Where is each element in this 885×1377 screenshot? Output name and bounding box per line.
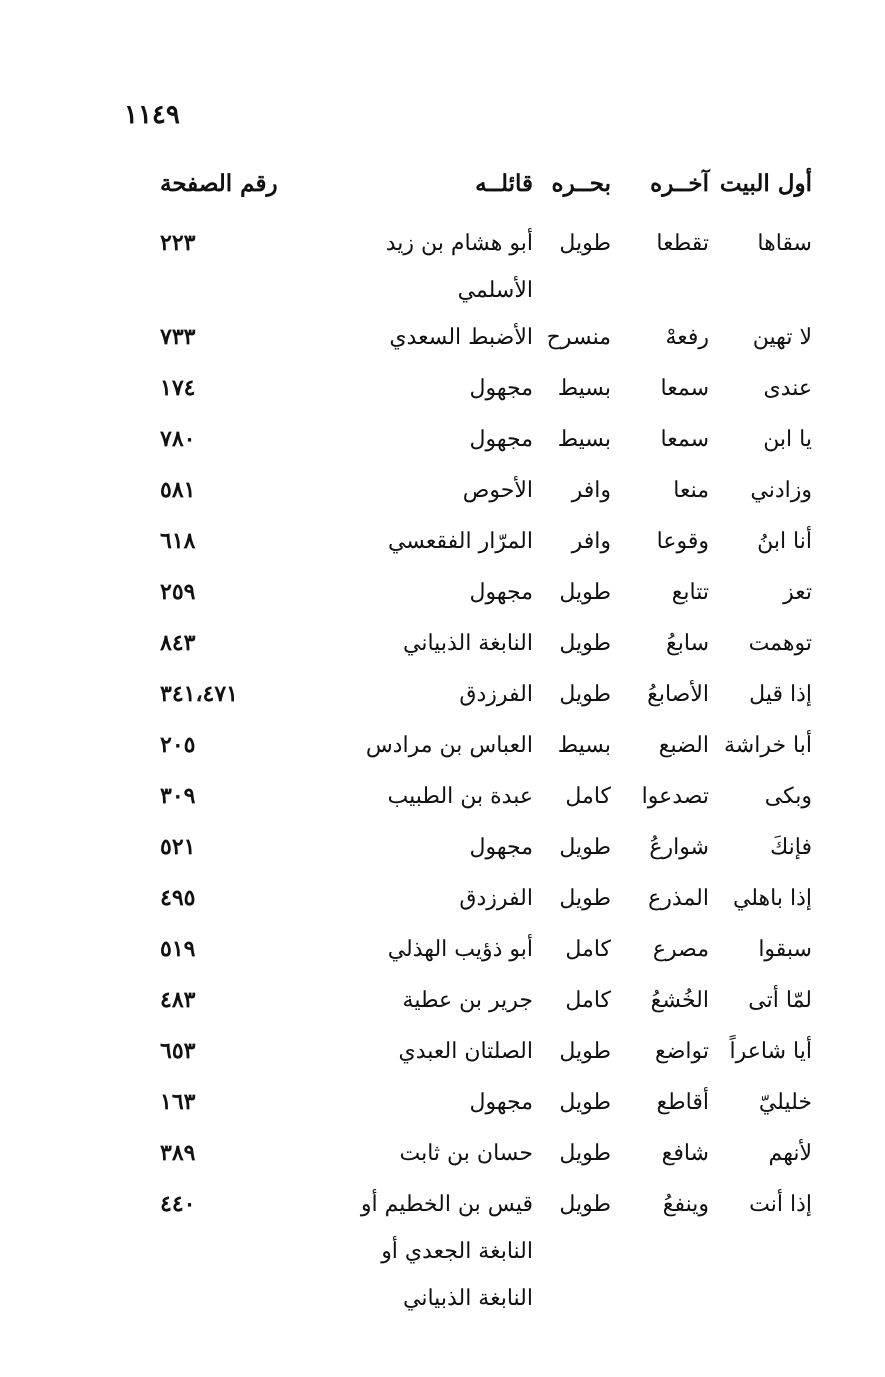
table-row bbox=[160, 620, 812, 671]
page-number-cell: ٥١٩ bbox=[160, 936, 196, 962]
first-verse-cell: أبا خراشة bbox=[723, 733, 812, 758]
verse-ending-cell: سمعا bbox=[660, 427, 709, 452]
meter-cell: طويل bbox=[559, 1090, 611, 1115]
first-verse-cell: سقاها bbox=[757, 231, 812, 256]
verse-ending-cell: المذرع bbox=[648, 886, 709, 911]
meter-cell: منسرح bbox=[546, 325, 611, 350]
header-verse-ending: آخــره bbox=[650, 170, 709, 197]
table-row bbox=[160, 977, 812, 1028]
poet-cell: الفرزدق bbox=[459, 886, 533, 911]
page-number-cell: ٥٢١ bbox=[160, 834, 196, 860]
poet-cell: أبو هشام بن زيد الأسلمي bbox=[385, 231, 533, 303]
poet-cell: جرير بن عطية bbox=[402, 988, 533, 1013]
page-number-cell: ٨٤٣ bbox=[160, 630, 196, 656]
table-row bbox=[160, 416, 812, 467]
table-row bbox=[160, 365, 812, 416]
page-number-cell: ٧٨٠ bbox=[160, 426, 196, 452]
poet-cell: قيس بن الخطيم أو النابغة الجعدي أو النابغة الذبياني bbox=[360, 1192, 533, 1311]
poet-cell: حسان بن ثابت bbox=[399, 1141, 533, 1166]
page-number-cell: ٢٥٩ bbox=[160, 579, 196, 605]
poet-cell: الفرزدق bbox=[459, 682, 533, 707]
page-number-cell: ٢٢٣ bbox=[160, 230, 196, 256]
first-verse-cell: وزادني bbox=[750, 478, 812, 503]
poetry-index-table bbox=[160, 170, 812, 1322]
page-number-cell: ٤٤٠ bbox=[160, 1191, 196, 1217]
poet-cell: العباس بن مرادس bbox=[365, 733, 533, 758]
meter-cell: بسيط bbox=[557, 427, 611, 452]
verse-ending-cell: وقوعا bbox=[656, 529, 709, 554]
meter-cell: وافر bbox=[571, 529, 611, 554]
verse-ending-cell: شافع bbox=[661, 1141, 709, 1166]
table-row bbox=[160, 518, 812, 569]
header-page-number: رقم الصفحة bbox=[160, 170, 278, 197]
poet-cell: عبدة بن الطبيب bbox=[387, 784, 533, 809]
first-verse-cell: سبقوا bbox=[758, 937, 812, 962]
verse-ending-cell: منعا bbox=[673, 478, 709, 503]
first-verse-cell: أيا شاعراً bbox=[729, 1039, 812, 1064]
page-number-cell: ٢٠٥ bbox=[160, 732, 196, 758]
header-first-verse: أول البيت bbox=[719, 170, 812, 197]
meter-cell: طويل bbox=[559, 580, 611, 605]
first-verse-cell: توهمت bbox=[748, 631, 812, 656]
first-verse-cell: تعز bbox=[783, 580, 812, 605]
verse-ending-cell: الخُشعُ bbox=[650, 988, 709, 1013]
verse-ending-cell: تقطعا bbox=[656, 231, 709, 256]
first-verse-cell: إذا باهلي bbox=[732, 886, 812, 911]
page-number-cell: ٤٩٥ bbox=[160, 885, 196, 911]
page-number: ١١٤٩ bbox=[124, 100, 180, 130]
table-header-row bbox=[160, 170, 812, 220]
verse-ending-cell: رفعهْ bbox=[665, 325, 709, 350]
page-number-cell: ٧٣٣ bbox=[160, 324, 196, 350]
table-row bbox=[160, 926, 812, 977]
poet-cell: الصلتان العبدي bbox=[398, 1039, 533, 1064]
page-number-cell: ٣٨٩ bbox=[160, 1140, 196, 1166]
table-row bbox=[160, 569, 812, 620]
meter-cell: طويل bbox=[559, 1039, 611, 1064]
table-row bbox=[160, 722, 812, 773]
verse-ending-cell: شوارعُ bbox=[649, 835, 709, 860]
first-verse-cell: خليليّ bbox=[758, 1090, 812, 1115]
first-verse-cell: إذا قيل bbox=[749, 682, 812, 707]
page-number-cell: ٥٨١ bbox=[160, 477, 196, 503]
table-row bbox=[160, 1028, 812, 1079]
meter-cell: وافر bbox=[571, 478, 611, 503]
meter-cell: طويل bbox=[559, 682, 611, 707]
meter-cell: طويل bbox=[559, 231, 611, 256]
poet-cell: الأضبط السعدي bbox=[389, 325, 533, 350]
verse-ending-cell: أقاطع bbox=[656, 1090, 709, 1115]
first-verse-cell: وبكى bbox=[764, 784, 812, 809]
meter-cell: طويل bbox=[559, 631, 611, 656]
poet-cell: مجهول bbox=[469, 427, 533, 452]
meter-cell: طويل bbox=[559, 1192, 611, 1217]
table-row bbox=[160, 1079, 812, 1130]
table-row bbox=[160, 467, 812, 518]
meter-cell: بسيط bbox=[557, 733, 611, 758]
meter-cell: كامل bbox=[565, 784, 611, 809]
meter-cell: طويل bbox=[559, 835, 611, 860]
page-number-cell: ١٦٣ bbox=[160, 1089, 196, 1115]
verse-ending-cell: سابعُ bbox=[666, 631, 709, 656]
page-number-cell: ٦٥٣ bbox=[160, 1038, 196, 1064]
table-row bbox=[160, 1130, 812, 1181]
page-number-cell: ٣٤١،٤٧١ bbox=[160, 681, 238, 707]
first-verse-cell: لا تهين bbox=[752, 325, 812, 350]
poet-cell: النابغة الذبياني bbox=[403, 631, 533, 656]
first-verse-cell: يا ابن bbox=[763, 427, 812, 452]
verse-ending-cell: تتابع bbox=[671, 580, 709, 605]
poet-cell: الأحوص bbox=[462, 478, 533, 503]
page-number-cell: ١٧٤ bbox=[160, 375, 196, 401]
first-verse-cell: فإنكَ bbox=[770, 835, 812, 860]
poet-cell: مجهول bbox=[469, 580, 533, 605]
poet-cell: مجهول bbox=[469, 835, 533, 860]
verse-ending-cell: تواضع bbox=[655, 1039, 709, 1064]
table-row bbox=[160, 220, 812, 314]
poet-cell: مجهول bbox=[469, 376, 533, 401]
meter-cell: بسيط bbox=[557, 376, 611, 401]
verse-ending-cell: تصدعوا bbox=[641, 784, 709, 809]
first-verse-cell: لأنهم bbox=[768, 1141, 812, 1166]
page-number-cell: ٤٨٣ bbox=[160, 987, 196, 1013]
first-verse-cell: عندى bbox=[763, 376, 812, 401]
verse-ending-cell: مصرع bbox=[652, 937, 709, 962]
poet-cell: مجهول bbox=[469, 1090, 533, 1115]
table-row bbox=[160, 773, 812, 824]
table-row bbox=[160, 824, 812, 875]
page-number-cell: ٣٠٩ bbox=[160, 783, 196, 809]
poet-cell: أبو ذؤيب الهذلي bbox=[387, 937, 533, 962]
table-row bbox=[160, 875, 812, 926]
first-verse-cell: إذا أنت bbox=[749, 1192, 812, 1217]
verse-ending-cell: سمعا bbox=[660, 376, 709, 401]
verse-ending-cell: الضبع bbox=[658, 733, 709, 758]
header-meter: بحــره bbox=[551, 170, 611, 197]
table-row bbox=[160, 671, 812, 722]
verse-ending-cell: الأصابعُ bbox=[647, 682, 709, 707]
meter-cell: كامل bbox=[565, 937, 611, 962]
header-poet: قائلــه bbox=[475, 170, 533, 197]
first-verse-cell: أنا ابنُ bbox=[757, 529, 812, 554]
poet-cell: المرّار الفقعسي bbox=[387, 529, 533, 554]
table-row bbox=[160, 1181, 812, 1322]
verse-ending-cell: وينفعُ bbox=[662, 1192, 709, 1217]
page-number-cell: ٦١٨ bbox=[160, 528, 196, 554]
table-row bbox=[160, 314, 812, 365]
meter-cell: كامل bbox=[565, 988, 611, 1013]
first-verse-cell: لمّا أتى bbox=[748, 988, 812, 1013]
meter-cell: طويل bbox=[559, 886, 611, 911]
meter-cell: طويل bbox=[559, 1141, 611, 1166]
